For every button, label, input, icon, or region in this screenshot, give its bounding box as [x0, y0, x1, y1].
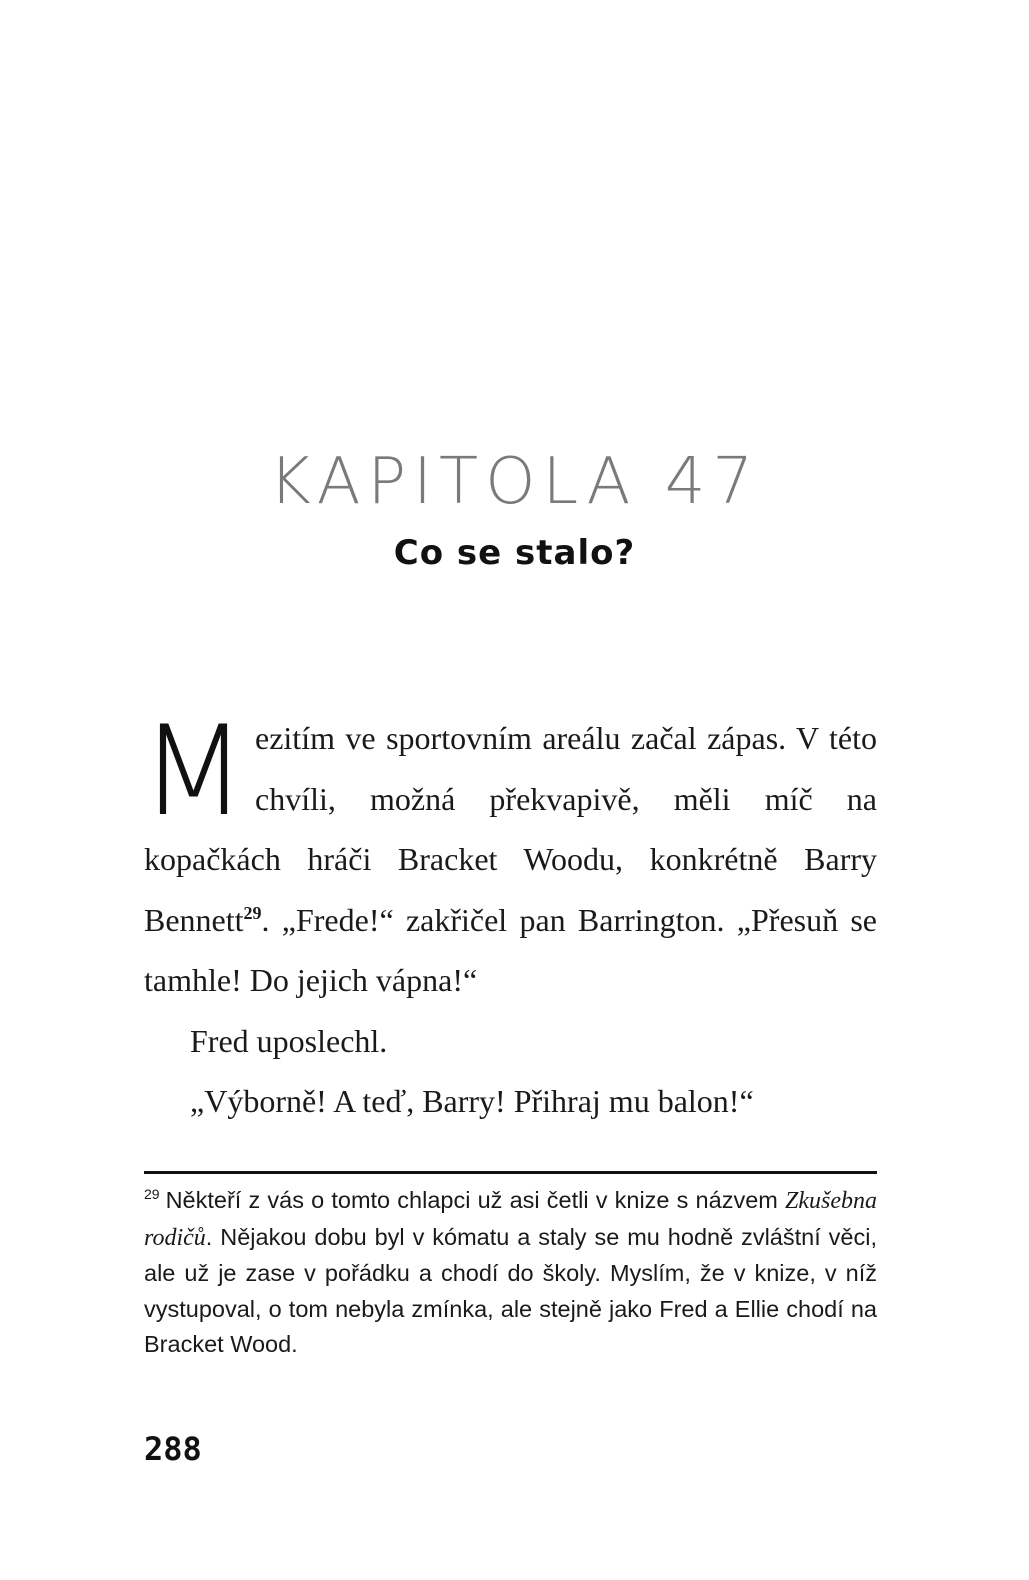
paragraph: „Výborně! A teď, Barry! Přihraj mu balon!“: [190, 1083, 754, 1119]
page-number: 288: [144, 1430, 202, 1468]
footnote-text: Někteří z vás o tomto chlapci už asi četli v knize s názvem: [165, 1187, 785, 1213]
footnote-marker: 29: [144, 1186, 160, 1202]
paragraph-opening: [140, 700, 877, 1011]
body-text: [140, 700, 877, 1132]
footnote-reference: 29: [243, 902, 262, 923]
footnote-divider: [144, 1171, 877, 1174]
chapter-title: Co se stalo?: [393, 533, 636, 573]
footnote-text: . Nějakou dobu byl v kómatu a staly se mu hodně zvláštní věci, ale už je zase v pořádku a chodí do školy. Myslím, že v knize, v níž vystupoval, o tom nebyla zmínka, ale stejně jako Fred a Ellie chodí na Bracket Wood.: [144, 1223, 877, 1357]
chapter-heading: KAPITOLA 47: [268, 445, 761, 519]
paragraph: Fred uposlechl.: [190, 1022, 388, 1059]
paragraph-text: . „Frede!“ zakřičel pan Barrington. „Přesuň se tamhle! Do jejich vápna!“: [144, 901, 877, 998]
drop-cap: M: [140, 700, 247, 844]
paragraph-text: ezitím ve sportovním areálu začal zápas. V této chvíli, možná překvapivě, měli míč na kopačkách hráči Bracket Woodu, konkrétně Barry Bennett: [144, 720, 877, 938]
book-title: Zkušebna rodičů: [144, 1188, 877, 1251]
footnote: [144, 1183, 877, 1363]
